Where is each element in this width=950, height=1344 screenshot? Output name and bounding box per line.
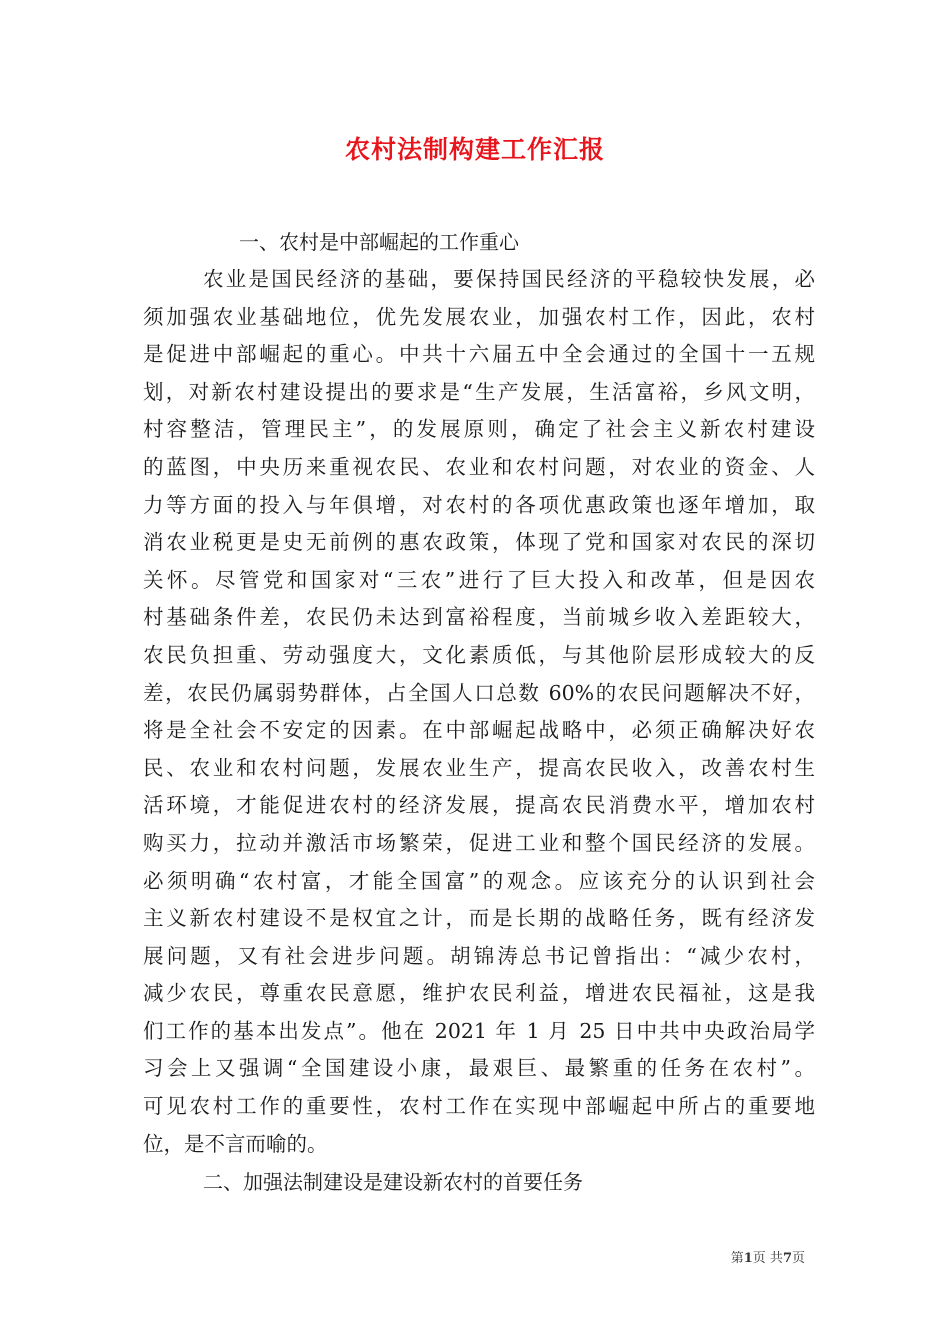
footer-middle: 页 共 bbox=[752, 1251, 783, 1266]
paragraph-line: 消农业税更是史无前例的惠农政策，体现了党和国家对农民的深切 bbox=[143, 530, 815, 555]
section-1-paragraph bbox=[143, 261, 815, 1163]
section-heading-1: 一、农村是中部崛起的工作重心 bbox=[239, 230, 519, 254]
paragraph-line: 减少农民，尊重农民意愿，维护农民利益，增进农民福祉，这是我 bbox=[143, 981, 815, 1006]
paragraph-line: 农民负担重、劳动强度大，文化素质低，与其他阶层形成较大的反 bbox=[143, 642, 815, 667]
paragraph-line: 力等方面的投入与年俱增，对农村的各项优惠政策也逐年增加，取 bbox=[143, 492, 815, 517]
paragraph-line: 村基础条件差，农民仍未达到富裕程度，当前城乡收入差距较大， bbox=[143, 605, 815, 630]
paragraph-line: 活环境，才能促进农村的经济发展，提高农民消费水平，增加农村 bbox=[143, 793, 815, 818]
document-body bbox=[143, 223, 815, 1201]
paragraph-line: 差，农民仍属弱势群体，占全国人口总数 60%的农民问题解决不好， bbox=[143, 680, 815, 705]
paragraph-line: 划，对新农村建设提出的要求是“生产发展，生活富裕，乡风文明， bbox=[143, 379, 815, 404]
paragraph-line: 们工作的基本出发点”。他在 2021 年 1 月 25 日中共中央政治局学 bbox=[143, 1018, 815, 1043]
document-title: 农村法制构建工作汇报 bbox=[344, 135, 605, 164]
paragraph-line: 习会上又强调“全国建设小康，最艰巨、最繁重的任务在农村”。 bbox=[143, 1056, 815, 1081]
footer-prefix: 第 bbox=[730, 1251, 744, 1266]
paragraph-line: 是促进中部崛起的重心。中共十六届五中全会通过的全国十一五规 bbox=[143, 342, 815, 367]
paragraph-line: 必须明确“农村富，才能全国富”的观念。应该充分的认识到社会 bbox=[143, 868, 815, 893]
paragraph-line: 农业是国民经济的基础，要保持国民经济的平稳较快发展，必 bbox=[203, 267, 815, 291]
paragraph-line: 关怀。尽管党和国家对“三农”进行了巨大投入和改革，但是因农 bbox=[143, 567, 815, 592]
paragraph-line: 的蓝图，中央历来重视农民、农业和农村问题，对农业的资金、人 bbox=[143, 454, 815, 479]
page-number-footer bbox=[731, 1247, 805, 1266]
paragraph-line: 将是全社会不安定的因素。在中部崛起战略中，必须正确解决好农 bbox=[143, 718, 815, 743]
paragraph-line: 可见农村工作的重要性，农村工作在实现中部崛起中所占的重要地 bbox=[143, 1094, 815, 1119]
paragraph-line: 展问题，又有社会进步问题。胡锦涛总书记曾指出：“减少农村， bbox=[143, 943, 815, 968]
paragraph-line: 民、农业和农村问题，发展农业生产，提高农民收入，改善农村生 bbox=[143, 755, 815, 780]
paragraph-line: 位，是不言而喻的。 bbox=[143, 1131, 328, 1156]
paragraph-line: 须加强农业基础地位，优先发展农业，加强农村工作，因此，农村 bbox=[143, 304, 815, 329]
section-heading-2: 二、加强法制建设是建设新农村的首要任务 bbox=[203, 1170, 583, 1195]
total-pages-number: 7 bbox=[782, 1251, 792, 1266]
footer-suffix: 页 bbox=[791, 1251, 805, 1266]
current-page-number: 1 bbox=[743, 1251, 753, 1266]
paragraph-line: 购买力，拉动并激活市场繁荣，促进工业和整个国民经济的发展。 bbox=[143, 830, 815, 855]
paragraph-line: 村容整洁，管理民主”，的发展原则，确定了社会主义新农村建设 bbox=[143, 417, 815, 442]
paragraph-line: 主义新农村建设不是权宜之计，而是长期的战略任务，既有经济发 bbox=[143, 906, 815, 931]
